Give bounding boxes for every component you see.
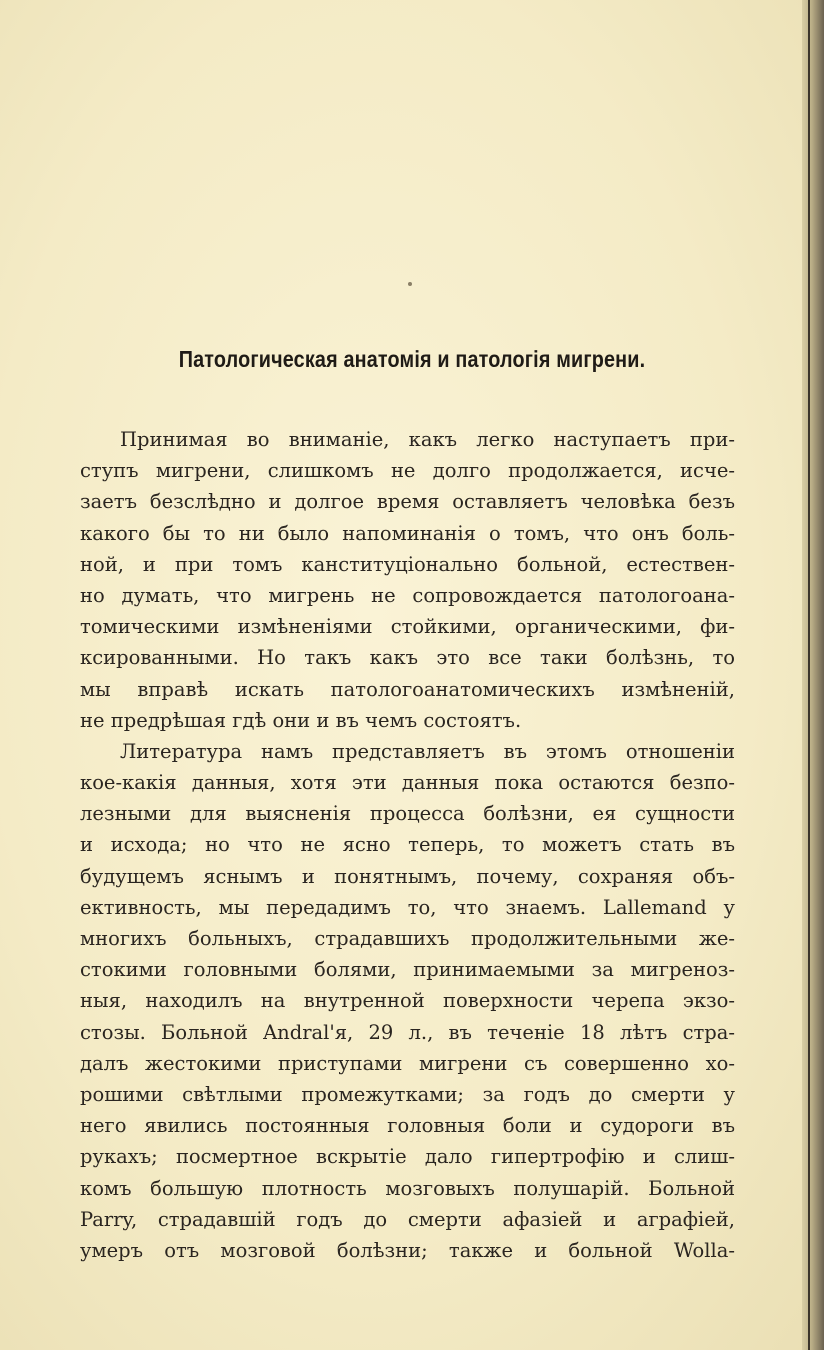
- text-line: и исхода; но что не ясно теперь, то можетъ стать въ: [80, 833, 735, 857]
- text-line: томическими измѣненіями стойкими, органическими, фи-: [80, 615, 735, 639]
- text-line: умеръ отъ мозговой болѣзни; также и больной Wolla-: [80, 1238, 735, 1262]
- text-line: стозы. Больной Andral'я, 29 л., въ теченіе 18 лѣтъ стра-: [80, 1020, 735, 1044]
- text-line: Литература намъ представляетъ въ этомъ отношеніи: [120, 739, 735, 763]
- text-line: Parry, страдавшій годъ до смерти афазіей и аграфіей,: [80, 1207, 735, 1231]
- text-line: будущемъ яснымъ и понятнымъ, почему, сохраняя объ-: [80, 864, 735, 888]
- paragraph-1: [80, 424, 735, 736]
- text-line: рошими свѣтлыми промежутками; за годъ до смерти у: [80, 1082, 735, 1106]
- text-line: стокими головными болями, принимаемыми за мигреноз-: [80, 958, 735, 982]
- text-line: какого бы то ни было напоминанія о томъ, что онъ боль-: [80, 521, 735, 545]
- text-line: него явились постоянныя головныя боли и судороги въ: [80, 1114, 735, 1138]
- text-line: кое-какія данныя, хотя эти данныя пока остаются безпо-: [80, 771, 735, 795]
- text-line: ной, и при томъ канституціонально больной, естествен-: [80, 552, 735, 576]
- text-line: заетъ безслѣдно и долгое время оставляетъ человѣка безъ: [80, 490, 735, 514]
- chapter-title: Патологическая анатомія и патологія мигрени.: [178, 346, 646, 372]
- text-line: но думать, что мигрень не сопровождается патологоана-: [80, 583, 735, 607]
- text-line: ксированными. Но такъ какъ это все таки болѣзнь, то: [80, 646, 735, 670]
- page-edge-line: [808, 0, 810, 1350]
- text-line: ступъ мигрени, слишкомъ не долго продолжается, исче-: [80, 459, 735, 483]
- text-line: лезными для выясненія процесса болѣзни, ея сущности: [80, 802, 735, 826]
- text-line: ективность, мы передадимъ то, что знаемъ. Lallemand у: [80, 895, 735, 919]
- text-line: многихъ больныхъ, страдавшихъ продолжительными же-: [80, 927, 735, 950]
- text-line: Принимая во вниманіе, какъ легко наступаетъ при-: [120, 428, 735, 451]
- paragraph-2: [80, 736, 735, 1266]
- text-line: далъ жестокими приступами мигрени съ совершенно хо-: [80, 1051, 735, 1075]
- body-text: [80, 424, 735, 1266]
- text-line: мы вправѣ искать патологоанатомическихъ измѣненій,: [80, 677, 735, 701]
- text-line: ныя, находилъ на внутренной поверхности черепа экзо-: [80, 989, 735, 1013]
- text-line: комъ большую плотность мозговыхъ полушарій. Больной: [80, 1176, 735, 1200]
- print-speck: [408, 282, 412, 286]
- book-spine-shadow: [802, 0, 824, 1350]
- text-line: рукахъ; посмертное вскрытіе дало гипертрофію и слиш-: [80, 1145, 735, 1169]
- text-line: не предрѣшая гдѣ они и въ чемъ состоятъ.: [80, 708, 522, 732]
